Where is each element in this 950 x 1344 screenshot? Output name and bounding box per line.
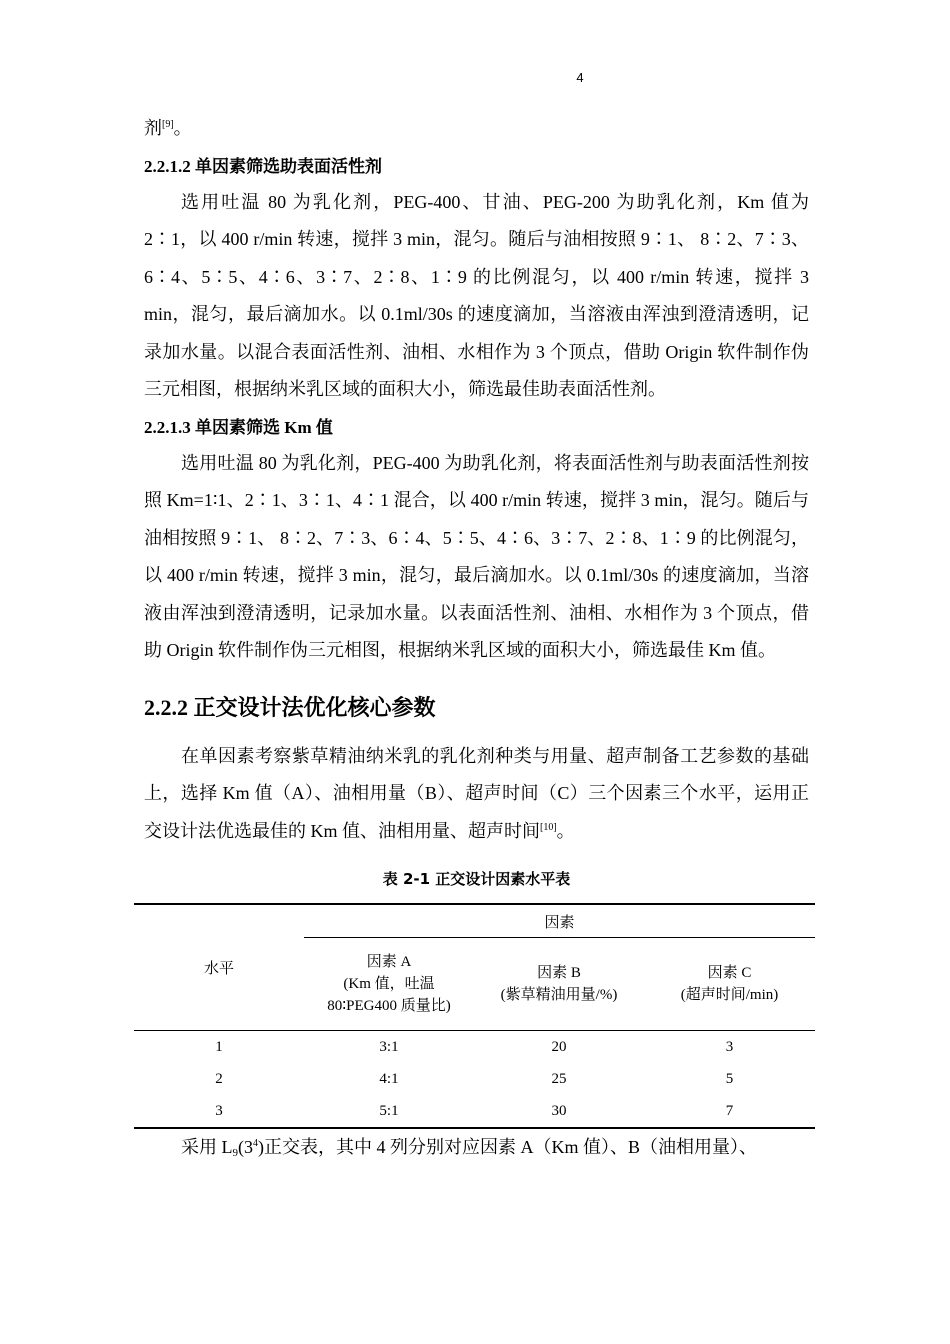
paragraph-continuation: [144, 110, 809, 148]
factor-b-name: 因素 B: [537, 965, 581, 981]
paragraph-text-mid: (3: [238, 1137, 253, 1157]
paragraph-text-post: )正交表，其中 4 列分别对应因素 A（Km 值）、B（油相用量）、: [258, 1137, 757, 1157]
factor-b-cell: 30: [551, 1102, 567, 1119]
orthogonal-table-paragraph: [144, 1129, 809, 1167]
subscript: 9: [232, 1147, 238, 1159]
section-heading-2212: 2.2.1.2 单因素筛选助表面活性剂: [144, 156, 382, 176]
factor-c-name: 因素 C: [707, 965, 752, 981]
factor-a-cell: 5:1: [379, 1102, 399, 1119]
factor-level-table: [134, 903, 815, 1129]
level-cell: 3: [215, 1102, 223, 1119]
section-body-2212: 选用吐温 80 为乳化剂，PEG-400、甘油、PEG-200 为助乳化剂，Km 值为 2∶1，以 400 r/min 转速，搅拌 3 min，混匀。随后与油相按照 9∶1、 8∶2、7∶3、6∶4、5∶5、4∶6、3∶7、2∶8、1∶9 的比例混匀，以 400 r/min 转速，搅拌 3 min，混匀，最后滴加水。以 0.1ml/30s 的速度滴加，当溶液由浑浊到澄清透明，记录加水量。以混合表面活性剂、油相、水相作为 3 个顶点，借助 Origin 软件制作伪三元相图，根据纳米乳区域的面积大小，筛选最佳助表面活性剂。: [144, 191, 809, 399]
paragraph-text-pre: 采用 L: [181, 1137, 233, 1157]
factor-b-header: [474, 938, 644, 1031]
table-caption: 表 2-1 正交设计因素水平表: [382, 870, 571, 888]
factor-c-cell: 5: [725, 1070, 734, 1087]
factor-b-desc: (紫草精油用量/%): [500, 987, 618, 1003]
section-heading-222: 2.2.2 正交设计法优化核心参数: [144, 694, 436, 720]
level-header: 水平: [203, 961, 234, 977]
citation-ref: [10]: [540, 821, 557, 833]
document-body: [144, 110, 809, 1167]
factor-c-cell: 3: [725, 1038, 734, 1055]
factor-c-header: [644, 938, 815, 1031]
factor-c-cell: 7: [725, 1102, 734, 1119]
table-row: [134, 1031, 815, 1064]
factor-a-header: [304, 938, 474, 1031]
level-cell: 1: [215, 1038, 223, 1055]
paragraph-end: 。: [556, 820, 575, 841]
level-cell: 2: [215, 1070, 223, 1087]
section-heading-2213: 2.2.1.3 单因素筛选 Km 值: [144, 417, 333, 437]
factor-a-desc-2: 80∶PEG400 质量比): [327, 998, 451, 1014]
factor-header: 因素: [304, 904, 815, 938]
superscript: 4: [253, 1138, 258, 1149]
factor-a-cell: 3:1: [379, 1038, 399, 1055]
factor-level-table-wrap: [134, 903, 815, 1129]
factor-a-cell: 4:1: [379, 1070, 399, 1087]
paragraph-text: 在单因素考察紫草精油纳米乳的乳化剂种类与用量、超声制备工艺参数的基础上，选择 Km 值（A）、油相用量（B）、超声时间（C）三个因素三个水平，运用正交设计法优选最佳的 Km 值、油相用量、超声时间: [144, 745, 809, 841]
factor-b-cell: 25: [551, 1070, 567, 1087]
section-body-222: [144, 738, 809, 851]
paragraph-text: 剂: [144, 118, 162, 138]
page-number: 4: [576, 70, 584, 85]
factor-c-desc: (超声时间/min): [680, 987, 779, 1003]
paragraph-end: 。: [173, 118, 192, 138]
section-body-2213: 选用吐温 80 为乳化剂，PEG-400 为助乳化剂，将表面活性剂与助表面活性剂按照 Km=1∶1、2∶1、3∶1、4∶1 混合，以 400 r/min 转速，搅拌 3 min，混匀。随后与油相按照 9∶1、 8∶2、7∶3、6∶4、5∶5、4∶6、3∶7、2∶8、1∶9 的比例混匀，以 400 r/min 转速，搅拌 3 min，混匀，最后滴加水。以 0.1ml/30s 的速度滴加，当溶液由浑浊到澄清透明，记录加水量。以表面活性剂、油相、水相作为 3 个顶点，借助 Origin 软件制作伪三元相图，根据纳米乳区域的面积大小，筛选最佳 Km 值。: [144, 452, 809, 660]
table-row: [134, 1063, 815, 1095]
factor-b-cell: 20: [551, 1038, 567, 1055]
factor-a-name: 因素 A: [366, 954, 412, 970]
factor-a-desc-1: (Km 值，吐温: [343, 976, 435, 992]
table-row: [134, 1095, 815, 1128]
citation-ref: [9]: [162, 119, 174, 130]
